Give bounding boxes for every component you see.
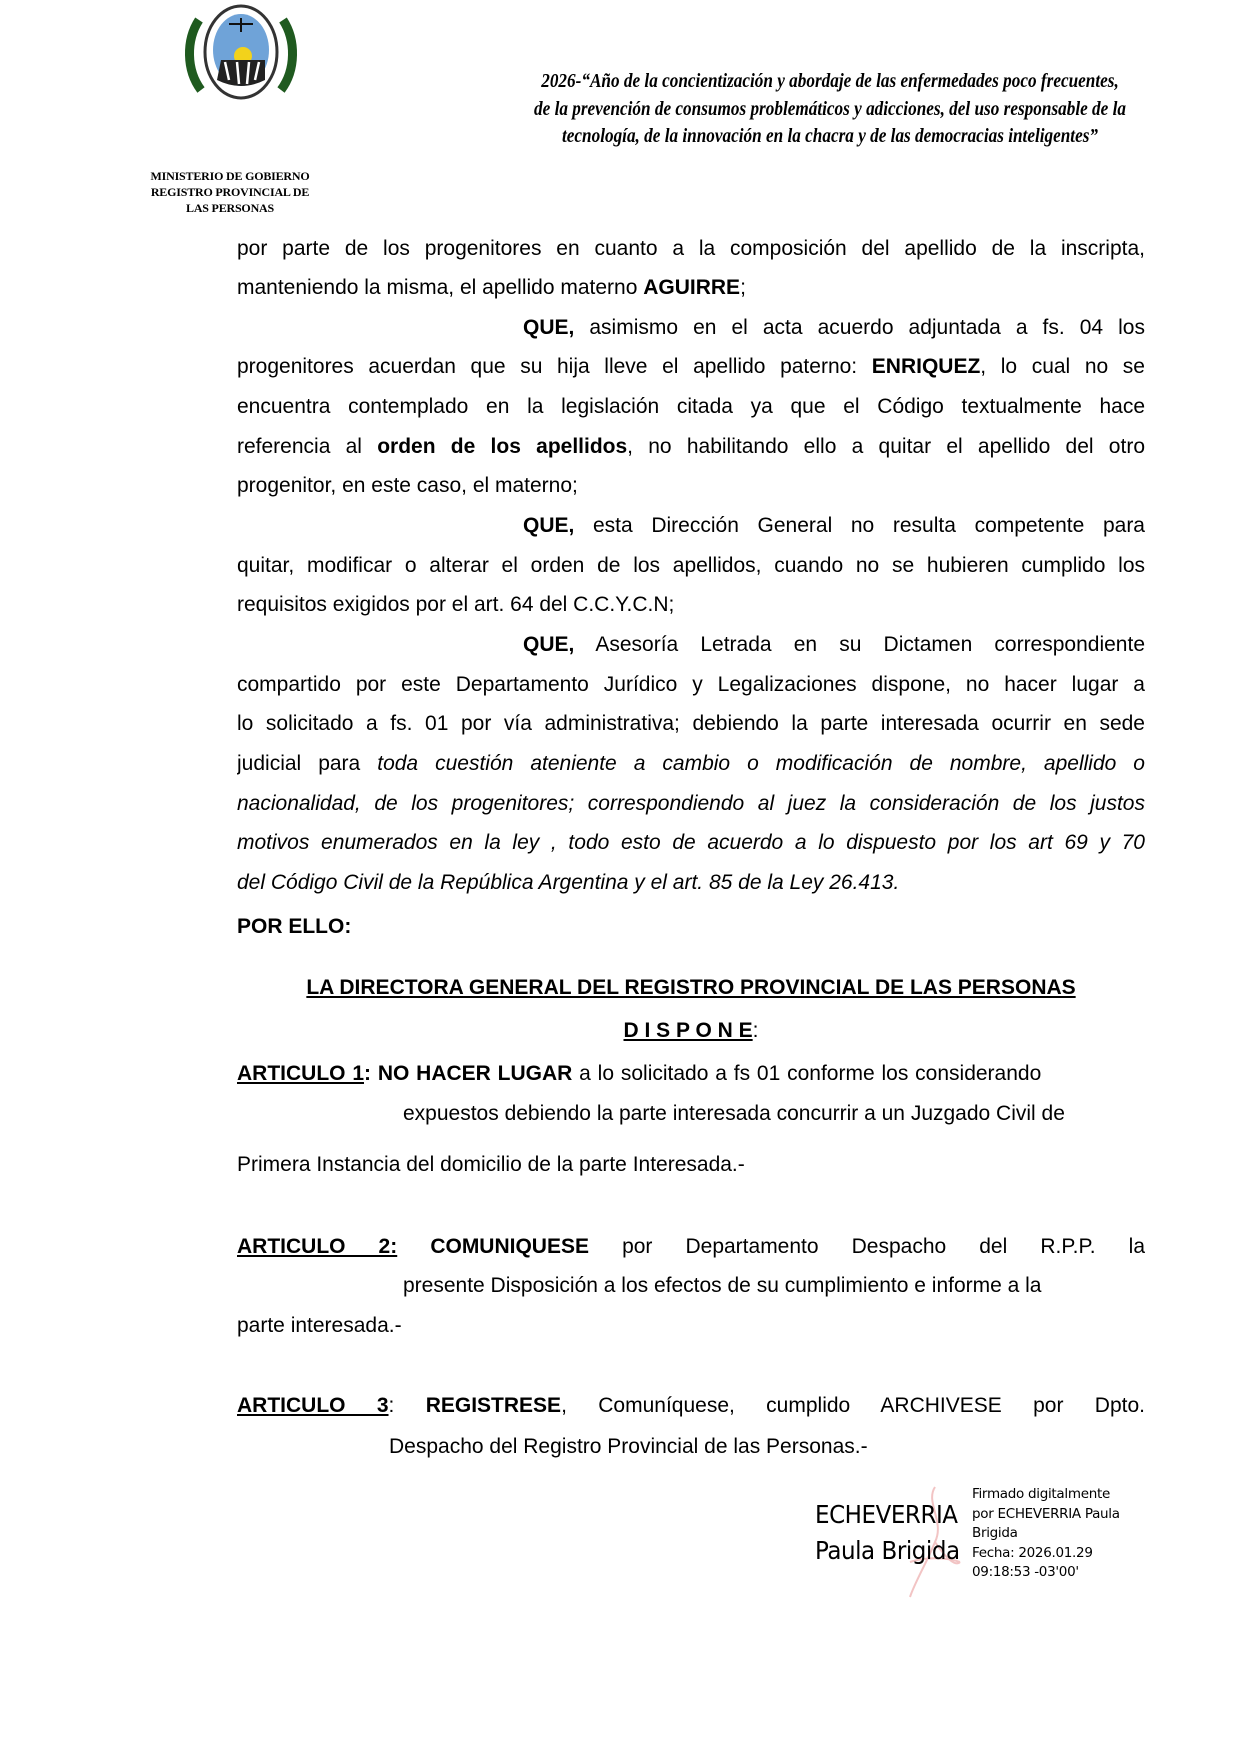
ministry-header-line: LAS PERSONAS (186, 201, 274, 215)
body-text-line (237, 354, 1145, 380)
text-segment: D I S P O N E (623, 1019, 753, 1042)
body-text-line (237, 394, 1145, 420)
body-text-line (237, 553, 1145, 579)
text-segment: : (388, 1394, 426, 1417)
text-segment: esta Dirección General no resulta competente para (574, 514, 1145, 537)
text-segment: , no habilitando ello a quitar el apellido del otro (627, 435, 1145, 458)
body-text-line (237, 1393, 1145, 1419)
text-segment: requisitos exigidos por el art. 64 del C.C.Y.C.N; (237, 593, 675, 616)
body-text-line (237, 1061, 1041, 1087)
text-segment: ARTICULO 3 (237, 1394, 389, 1417)
signature-info-line: Brigida (972, 1525, 1018, 1541)
text-segment: compartido por este Departamento Jurídico y Legalizaciones dispone, no hacer lugar a (237, 673, 1145, 696)
text-segment: referencia al (237, 435, 378, 458)
year-motto-line: de la prevención de consumos problemáticos y adicciones, del uso responsable de la (534, 98, 1126, 120)
text-segment: presente Disposición a los efectos de su cumplimiento e informe a la (403, 1274, 1042, 1297)
body-text-line (237, 751, 1145, 777)
text-segment: LA DIRECTORA GENERAL DEL REGISTRO PROVINCIAL DE LAS PERSONAS (306, 976, 1076, 999)
body-text-line (237, 434, 1145, 460)
text-segment: asimismo en el acta acuerdo adjuntada a fs. 04 los (574, 316, 1145, 339)
text-segment: por Departamento Despacho del R.P.P. la (589, 1235, 1145, 1258)
body-text-line (403, 1101, 1065, 1127)
body-text-line (523, 315, 1145, 341)
text-segment: manteniendo la misma, el apellido materno (237, 276, 644, 299)
body-text-line (237, 1234, 1145, 1260)
text-segment: : NO HACER LUGAR (364, 1062, 573, 1085)
text-segment: lo solicitado a fs. 01 por vía administrativa; debiendo la parte interesada ocurrir en sede (237, 712, 1145, 735)
signature-info-line: Fecha: 2026.01.29 (972, 1544, 1093, 1561)
body-text-line (523, 513, 1145, 539)
text-segment: REGISTRESE (425, 1394, 562, 1417)
body-text-line (237, 473, 578, 499)
text-segment: progenitores acuerdan que su hija lleve el apellido paterno: (237, 355, 872, 378)
ministry-header-line: MINISTERIO DE GOBIERNO (150, 169, 310, 183)
body-text-line (237, 914, 351, 940)
text-segment: expuestos debiendo la parte interesada concurrir a un Juzgado Civil de (403, 1102, 1065, 1125)
text-segment: , Comuníquese, cumplido ARCHIVESE por Dpto. (561, 1394, 1145, 1417)
text-segment: QUE, (523, 316, 575, 339)
text-segment: toda cuestión ateniente a cambio o modificación de nombre, apellido o (377, 752, 1145, 775)
signature-info-line: 09:18:53 -03'00' (972, 1564, 1079, 1580)
body-text-line (237, 791, 1145, 817)
text-segment: ; (740, 276, 746, 299)
text-segment: : (752, 1019, 759, 1042)
text-segment: del Código Civil de la República Argentina y el art. 85 de la Ley 26.413. (237, 871, 900, 894)
text-segment: motivos enumerados en la ley , todo esto de acuerdo a lo dispuesto por los art 69 y 70 (237, 831, 1145, 854)
text-segment: progenitor, en este caso, el materno; (237, 474, 578, 497)
province-coat-of-arms-logo (181, 0, 301, 104)
text-segment: ARTICULO 2: (237, 1235, 398, 1258)
text-segment: ARTICULO 1 (237, 1062, 364, 1085)
body-text-line (237, 672, 1145, 698)
body-text-line (237, 830, 1145, 856)
text-segment: parte interesada.- (237, 1314, 402, 1337)
text-segment: a lo solicitado a fs 01 conforme los considerando (572, 1062, 1042, 1085)
body-text-line (237, 1018, 1145, 1044)
text-segment: Despacho del Registro Provincial de las Personas.- (389, 1435, 868, 1458)
body-text-line (237, 275, 746, 301)
text-segment: , lo cual no se (980, 355, 1145, 378)
body-text-line (403, 1273, 1042, 1299)
signer-name-line: Paula Brigida (815, 1536, 960, 1565)
text-segment: QUE, (523, 633, 575, 656)
text-segment: ENRIQUEZ (871, 355, 981, 378)
ministry-header-line: REGISTRO PROVINCIAL DE (150, 185, 310, 199)
text-segment (397, 1235, 430, 1258)
body-text-line (389, 1434, 868, 1460)
year-motto-line: tecnología, de la innovación en la chacra y de las democracias inteligentes” (561, 125, 1099, 147)
body-text-line (237, 975, 1145, 1001)
signature-info-line: por ECHEVERRIA Paula (972, 1505, 1120, 1522)
body-text-line (237, 236, 1145, 262)
body-text-line (237, 711, 1145, 737)
text-segment: Asesoría Letrada en su Dictamen correspondiente (574, 633, 1145, 656)
text-segment: QUE, (523, 514, 575, 537)
text-segment: COMUNIQUESE (430, 1235, 589, 1258)
text-segment: POR ELLO: (237, 915, 352, 938)
body-text-line (237, 870, 899, 896)
body-text-line (237, 1313, 402, 1339)
text-segment: nacionalidad, de los progenitores; correspondiendo al juez la consideración de los justos (237, 792, 1145, 815)
year-motto-line: 2026-“Año de la concientización y abordaje de las enfermedades poco frecuentes, (541, 70, 1119, 92)
signer-name-line: ECHEVERRIA (815, 1500, 958, 1529)
text-segment: judicial para (237, 752, 378, 775)
signature-info-line: Firmado digitalmente (972, 1486, 1110, 1502)
body-text-line (237, 592, 674, 618)
text-segment: encuentra contemplado en la legislación citada ya que el Código textualmente hace (237, 395, 1145, 418)
text-segment: por parte de los progenitores en cuanto a la composición del apellido de la inscripta, (237, 237, 1145, 260)
text-segment: AGUIRRE (643, 276, 741, 299)
text-segment: orden de los apellidos (377, 435, 628, 458)
text-segment: quitar, modificar o alterar el orden de los apellidos, cuando no se hubieren cumplido los (237, 554, 1145, 577)
text-segment: Primera Instancia del domicilio de la parte Interesada.- (237, 1153, 745, 1176)
body-text-line (523, 632, 1145, 658)
body-text-line (237, 1152, 745, 1178)
digital-signature-info (972, 1485, 1120, 1583)
